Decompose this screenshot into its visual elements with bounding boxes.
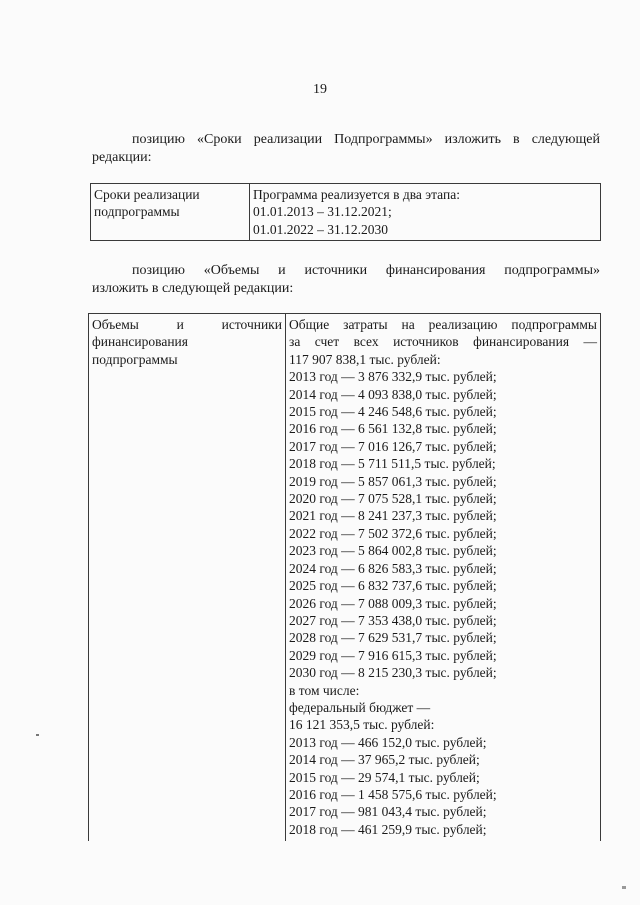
financing-value-line-23: федеральный бюджет — <box>289 699 431 715</box>
financing-value-line-18: 2027 год — 7 353 438,0 тыс. рублей; <box>289 612 497 628</box>
financing-value-line-4: 2013 год — 3 876 332,9 тыс. рублей; <box>289 369 497 385</box>
financing-label-line-1 <box>92 316 282 333</box>
financing-value-line-14: 2023 год — 5 864 002,8 тыс. рублей; <box>289 543 497 559</box>
financing-value-cell <box>286 314 601 842</box>
financing-value-line-2: за счет всех источников финансирования — <box>289 334 597 350</box>
financing-value-line-12: 2021 год — 8 241 237,3 тыс. рублей; <box>289 508 497 524</box>
financing-value-line-24: 16 121 353,5 тыс. рублей: <box>289 717 435 733</box>
financing-value-line-20: 2029 год — 7 916 615,3 тыс. рублей; <box>289 647 497 663</box>
financing-label-cell <box>89 314 286 842</box>
financing-value-line-25: 2013 год — 466 152,0 тыс. рублей; <box>289 734 487 750</box>
financing-value-line-21: 2030 год — 8 215 230,3 тыс. рублей; <box>289 665 497 681</box>
financing-value-line-8: 2017 год — 7 016 126,7 тыс. рублей; <box>289 438 497 454</box>
financing-value-line-26: 2014 год — 37 965,2 тыс. рублей; <box>289 752 480 768</box>
financing-value-line-17: 2026 год — 7 088 009,3 тыс. рублей; <box>289 595 497 611</box>
timing-label-line-2: подпрограммы <box>94 204 180 220</box>
financing-value-line-19: 2028 год — 7 629 531,7 тыс. рублей; <box>289 630 497 646</box>
paragraph-timing-line-1 <box>92 131 600 149</box>
financing-value-line-3: 117 907 838,1 тыс. рублей: <box>289 351 441 367</box>
financing-value-line-9: 2018 год — 5 711 511,5 тыс. рублей; <box>289 456 496 472</box>
scan-mark <box>36 734 39 736</box>
scan-mark-edge <box>622 886 626 889</box>
paragraph-timing <box>92 131 600 167</box>
financing-value-line-28: 2016 год — 1 458 575,6 тыс. рублей; <box>289 786 497 802</box>
financing-label-word-3: источники <box>221 317 282 332</box>
timing-table-row <box>91 184 601 241</box>
financing-label-line-3: подпрограммы <box>92 351 178 367</box>
financing-value-line-13: 2022 год — 7 502 372,6 тыс. рублей; <box>289 525 497 541</box>
paragraph-timing-text-2: редакции: <box>92 150 152 165</box>
financing-value-line-16: 2025 год — 6 832 737,6 тыс. рублей; <box>289 578 497 594</box>
paragraph-financing-text-1: позицию «Объемы и источники финансирования подпрограммы» <box>132 263 600 278</box>
timing-value-line-3: 01.01.2022 – 31.12.2030 <box>253 221 388 237</box>
financing-value-line-6: 2015 год — 4 246 548,6 тыс. рублей; <box>289 404 497 420</box>
financing-value-line-30: 2018 год — 461 259,9 тыс. рублей; <box>289 821 487 837</box>
financing-value-line-10: 2019 год — 5 857 061,3 тыс. рублей; <box>289 473 497 489</box>
financing-label-line-2: финансирования <box>92 334 188 350</box>
financing-table <box>88 313 601 841</box>
financing-value-line-22: в том числе: <box>289 682 360 698</box>
financing-label-word-1: Объемы <box>92 317 139 332</box>
paragraph-financing-text-2: изложить в следующей редакции: <box>92 281 294 296</box>
paragraph-financing <box>92 262 600 298</box>
timing-value-cell <box>250 184 601 241</box>
timing-label-line-1: Сроки реализации <box>94 187 200 202</box>
financing-value-line-29: 2017 год — 981 043,4 тыс. рублей; <box>289 804 487 820</box>
financing-value-line-7: 2016 год — 6 561 132,8 тыс. рублей; <box>289 421 497 437</box>
financing-label-word-2: и <box>176 317 184 332</box>
timing-value-line-1: Программа реализуется в два этапа: <box>253 187 460 202</box>
timing-table <box>90 183 601 241</box>
timing-label-cell <box>91 184 250 241</box>
financing-table-row <box>89 314 601 842</box>
financing-value-line-1: Общие затраты на реализацию подпрограммы <box>289 317 597 332</box>
financing-value-line-15: 2024 год — 6 826 583,3 тыс. рублей; <box>289 560 497 576</box>
page-number: 19 <box>313 82 327 97</box>
paragraph-timing-text-1: позицию «Сроки реализации Подпрограммы» изложить в следующей <box>132 132 600 147</box>
financing-value-line-5: 2014 год — 4 093 838,0 тыс. рублей; <box>289 386 497 402</box>
financing-value-line-27: 2015 год — 29 574,1 тыс. рублей; <box>289 769 480 785</box>
timing-value-line-2: 01.01.2013 – 31.12.2021; <box>253 204 392 220</box>
financing-value-line-11: 2020 год — 7 075 528,1 тыс. рублей; <box>289 491 497 507</box>
